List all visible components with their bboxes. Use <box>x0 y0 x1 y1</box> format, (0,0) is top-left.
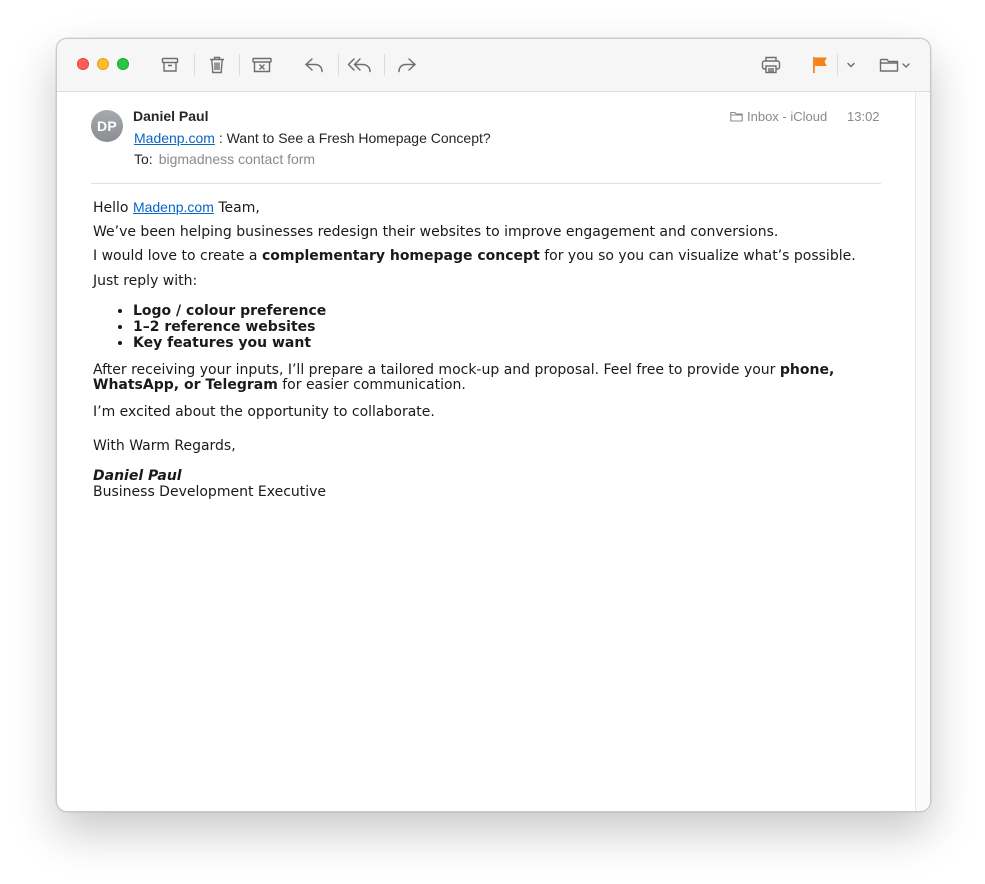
flag-menu-button[interactable] <box>839 52 863 78</box>
move-to-folder-icon <box>879 57 913 73</box>
contact-bold-1: phone, <box>779 362 835 378</box>
toolbar-separator <box>338 54 339 76</box>
list-item: • 1–2 reference websites <box>133 319 326 335</box>
message-header <box>57 92 915 184</box>
mail-message-window <box>56 38 931 812</box>
archive-icon <box>161 57 179 73</box>
body-line-2 <box>93 248 856 264</box>
header-divider <box>91 183 881 184</box>
recipient-value[interactable]: bigmadness contact form <box>158 151 316 167</box>
recipient-line <box>134 151 315 167</box>
flag-button[interactable] <box>807 52 833 78</box>
toolbar-separator <box>194 54 195 76</box>
received-time: 13:02 <box>847 109 880 124</box>
contact-text-b: for easier communication. <box>277 377 466 393</box>
print-icon <box>761 56 781 74</box>
signature-title: Business Development Executive <box>93 484 327 500</box>
archive-button[interactable] <box>157 52 183 78</box>
line2-bold: complementary homepage concept <box>261 248 540 264</box>
toolbar-separator <box>239 54 240 76</box>
zoom-window-button[interactable] <box>117 58 129 70</box>
contact-bold-2: WhatsApp, or Telegram <box>93 377 278 393</box>
junk-button[interactable] <box>249 52 275 78</box>
forward-icon <box>397 57 417 73</box>
signature-name: Daniel Paul <box>93 468 182 484</box>
toolbar-separator <box>384 54 385 76</box>
forward-button[interactable] <box>394 52 420 78</box>
contact-text-a: After receiving your inputs, I’ll prepare a tailored mock-up and proposal. Feel free to provide your <box>93 362 780 378</box>
greeting-suffix: Team, <box>213 200 260 216</box>
mailbox-label[interactable] <box>730 109 827 124</box>
regards-line: With Warm Regards, <box>93 438 236 454</box>
junk-icon <box>252 57 272 73</box>
close-window-button[interactable] <box>77 58 89 70</box>
print-button[interactable] <box>758 52 784 78</box>
flag-icon <box>812 56 828 74</box>
trash-icon <box>209 56 225 74</box>
subject-text: : Want to See a Fresh Homepage Concept? <box>214 130 491 146</box>
subject-link[interactable]: Madenp.com <box>134 130 215 146</box>
to-label: To: <box>134 151 153 167</box>
list-item: • Key features you want <box>133 335 326 351</box>
toolbar <box>57 39 930 92</box>
chevron-down-icon <box>846 61 856 69</box>
feature-list <box>93 303 326 351</box>
reply-button[interactable] <box>301 52 327 78</box>
reply-icon <box>304 57 324 73</box>
greeting-prefix: Hello <box>93 200 133 216</box>
delete-button[interactable] <box>204 52 230 78</box>
greeting-link[interactable]: Madenp.com <box>132 199 214 215</box>
reply-all-icon <box>347 57 373 73</box>
contact-paragraph <box>93 363 834 393</box>
line2-suffix: for you so you can visualize what’s possible. <box>539 248 856 264</box>
vertical-scrollbar[interactable] <box>915 92 930 811</box>
minimize-window-button[interactable] <box>97 58 109 70</box>
line2-prefix: I would love to create a <box>93 248 262 264</box>
move-to-folder-button[interactable] <box>877 52 915 78</box>
body-line-1: We’ve been helping businesses redesign their websites to improve engagement and conversions. <box>93 224 779 240</box>
reply-all-button[interactable] <box>347 52 373 78</box>
avatar: DP <box>91 110 123 142</box>
list-item: • Logo / colour preference <box>133 303 326 319</box>
folder-icon <box>730 111 743 122</box>
greeting <box>93 199 260 216</box>
toolbar-separator <box>837 54 838 76</box>
sender-name[interactable]: Daniel Paul <box>133 108 209 124</box>
subject-line <box>134 130 491 146</box>
mailbox-name: Inbox - iCloud <box>747 109 828 124</box>
excited-line: I’m excited about the opportunity to collaborate. <box>93 404 435 420</box>
body-line-3: Just reply with: <box>93 273 198 289</box>
